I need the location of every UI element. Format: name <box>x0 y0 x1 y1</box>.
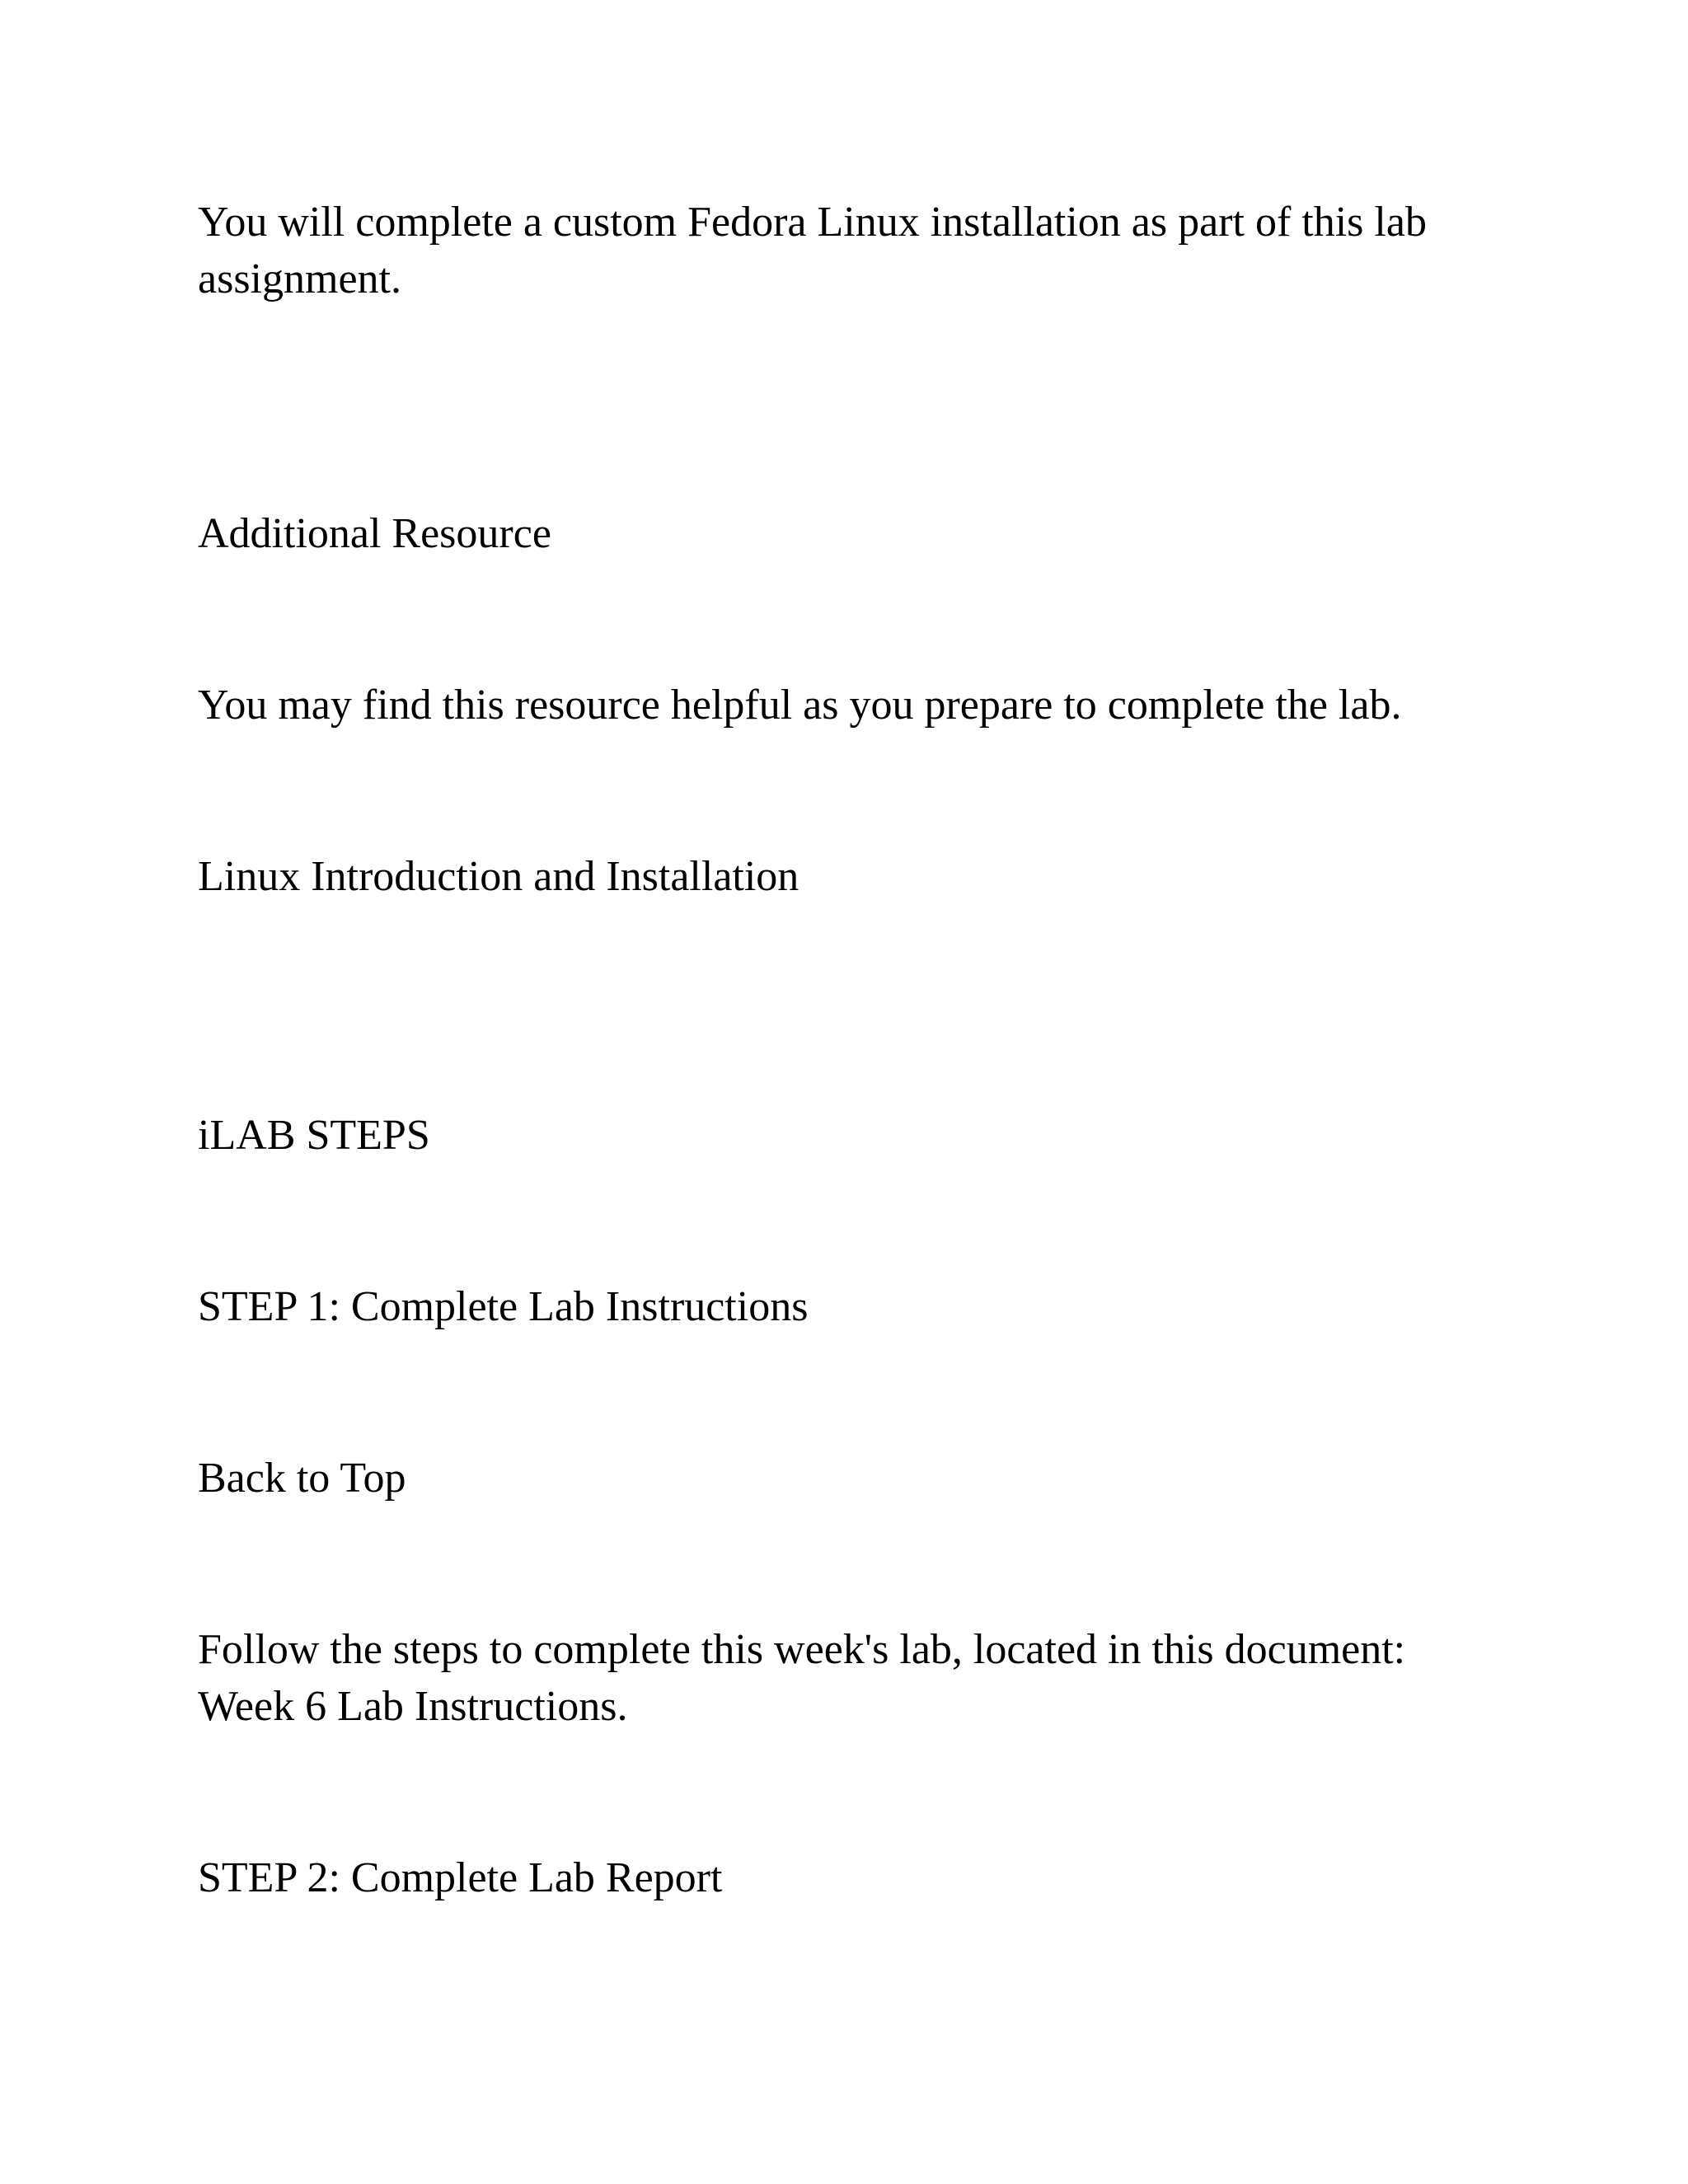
ilab-steps-heading: iLAB STEPS <box>198 1112 430 1159</box>
resource-link-linux-intro: Linux Introduction and Installation <box>198 853 799 900</box>
step-1-body-line-1: Follow the steps to complete this week's lab, located in this document: <box>198 1626 1406 1673</box>
step-2-heading: STEP 2: Complete Lab Report <box>198 1854 723 1901</box>
intro-text-line-1: You will complete a custom Fedora Linux installation as part of this lab <box>198 199 1427 246</box>
additional-resource-heading: Additional Resource <box>198 510 551 557</box>
step-1-heading: STEP 1: Complete Lab Instructions <box>198 1283 809 1330</box>
back-to-top-link: Back to Top <box>198 1455 406 1502</box>
step-1-body-line-2: Week 6 Lab Instructions. <box>198 1683 628 1730</box>
intro-text-line-2: assignment. <box>198 255 401 302</box>
resource-intro-text: You may find this resource helpful as you prepare to complete the lab. <box>198 682 1402 729</box>
